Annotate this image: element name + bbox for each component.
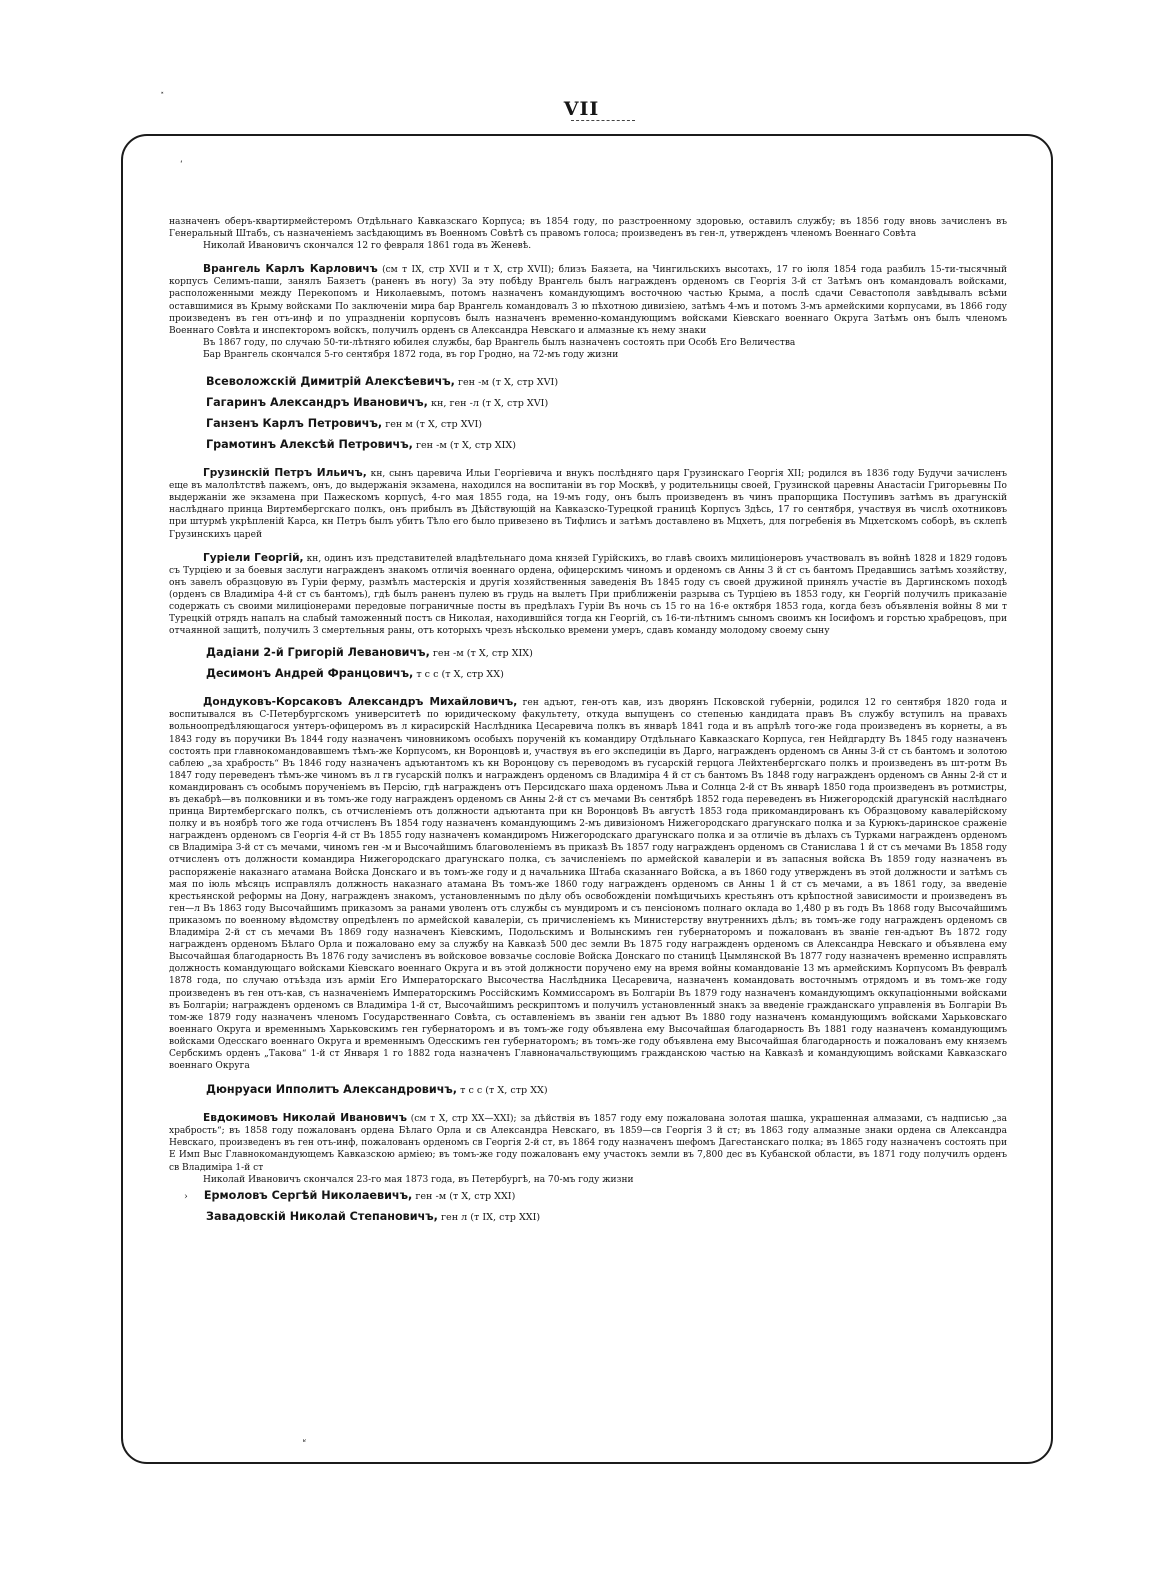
entry-ref: ген -м (т X, стр XIX) [432,648,533,660]
entry-name: Дондуковъ-Корсаковъ Александръ Михайловичъ, [203,696,518,709]
entry-name: Грамотинъ Алексѣй Петровичъ, [206,438,413,452]
entry-name: Ермоловъ Сергѣй Николаевичъ, [203,1188,413,1202]
entry-ref: ген -м (т X, стр XIX) [415,440,516,452]
entry-name: Гуріели Георгій, [203,551,304,564]
page-number-underline [571,120,635,121]
short-entry [184,1186,1007,1207]
short-entry [206,414,1007,435]
entry-closing: Николай Ивановичъ скончался 23-го мая 1873 года, въ Петербургѣ, на 70-мъ году жизни [203,1174,634,1185]
entry-dondukov [169,696,1007,1072]
document-body [169,216,1007,1228]
short-entry [206,435,1007,456]
entry-ref: т с с (т X, стр XX) [460,1085,548,1097]
stray-mark: › [184,1190,188,1202]
entry-gurieli [169,552,1007,638]
entry-closing: Николай Ивановичъ скончался 12 го февраля 1861 года въ Женевѣ. [203,241,532,252]
stray-mark: ʶ [303,1438,307,1448]
entry-ref: ген м (т X, стр XVI) [385,419,483,431]
entry-text: (см т IX, стр XVII и т X, стр XVII); близъ Баязета, на Чингильскихъ высотахъ, 17 го іюля 1854 года разбилъ 15-ти-тысячный корпусъ Селимъ-паши, занялъ Баязетъ (раненъ въ ногу) За эту побѣду Врангель былъ награжденъ орденомъ св Георгія 3-й ст Затѣмъ онъ командовалъ войсками, расположенными между Перекопомъ и Николаевымъ, потомъ назначенъ командующимъ восточною частью Крыма, а послѣ сдачи Севастополя завѣдывалъ всѣми оставшимися въ Крыму войсками По заключеніи мира бар Врангель командовалъ 3 ю пѣхотною дивизіею, затѣмъ 4-мъ и потомъ 3-мъ армейскими корпусами, въ 1866 году произведенъ въ ген отъ-инф и по упраздненіи корпусовъ былъ назначенъ временно-командующимъ войсками Кіевскаго военнаго Округа Затѣмъ онъ былъ членомъ Военнаго Совѣта и инспекторомъ войскъ, получилъ орденъ св Александра Невскаго и алмазные къ нему знаки [169,265,1007,336]
entry-name: Дадіани 2-й Григорій Левановичъ, [206,646,430,660]
short-entry [206,643,1007,664]
entry-name: Всеволожскій Димитрій Алексѣевичъ, [206,375,455,389]
entry-name: Гагаринъ Александръ Ивановичъ, [206,396,428,410]
short-entry [206,664,1007,685]
entry-text: ген адъют, ген-отъ кав, изъ дворянъ Псковской губерніи, родился 12 го сентября 1820 года и воспитывался въ С-Петербургскомъ университетѣ по юридическому факультету, откуда выпущенъ со степенью кандидата правъ Въ службу вступилъ на правахъ вольноопредѣляющагося унтеръ-офицеромъ въ л кирасирскій Наслѣдника Цесаревича полкъ въ январѣ 1841 года и въ апрѣлѣ того-же года произведенъ въ корнеты, а въ 1843 году въ поручики Въ 1844 году назначенъ чиновникомъ особыхъ порученій къ командиру Отдѣльнаго Кавказскаго Корпуса, ген Нейдгардту Въ 1845 году назначенъ состоять при главнокомандовавшемъ тѣмъ-же Корпусомъ, кн Воронцовѣ и, участвуя въ его экспедиціи въ Дарго, награжденъ орденомъ св Анны 3-й ст съ бантомъ и золотою саблею „за храбрость“ Въ 1846 году назначенъ адъютантомъ къ кн Воронцову съ переводомъ въ гусарскій герцога Лейхтенбергскаго полкъ и произведенъ въ шт-ротм Въ 1847 году переведенъ тѣмъ-же чиномъ въ л гв гусарскій полкъ и награжденъ орденомъ св Владиміра 4 й ст съ бантомъ Въ 1848 году награжденъ орденомъ св Анны 2-й ст и командированъ съ особымъ порученіемъ въ Персію, гдѣ награжденъ отъ Персидскаго шаха орденомъ Льва и Солнца 2-й ст Въ январѣ 1850 года произведенъ въ ротмистры, въ декабрѣ—въ полковники и въ томъ-же году награжденъ орденомъ св Анны 2-й ст съ мечами Въ сентябрѣ 1852 года переведенъ въ Нижегородскій драгунскій наслѣднаго принца Виртембергскаго полкъ, съ отчисленіемъ отъ должности адъютанта при кн Воронцовѣ Въ августѣ 1853 года прикомандированъ къ Образцовому кавалерійскому полку и въ ноябрѣ того же года отчисленъ Въ 1854 году назначенъ командующимъ 2-мъ дивизіономъ Нижегородскаго драгунскаго полка и за Курюкъ-даринское сраженіе награжденъ орденомъ св Георгія 4-й ст Въ 1855 году назначенъ командиромъ Нижегородскаго драгунскаго полка и за отличіе въ дѣлахъ съ Турками награжденъ орденомъ св Владиміра 3-й ст съ мечами, чиномъ ген -м и Высочайшимъ благоволеніемъ въ приказѣ Въ 1857 году награжденъ орденомъ св Станислава 1 й ст съ мечами Въ 1858 году отчисленъ отъ должности командира Нижегородскаго драгунскаго полка, съ зачисленіемъ по армейской кавалеріи и въ запасныя войска Въ 1859 году назначенъ въ распоряженіе наказнаго атамана Войска Донскаго и въ томъ-же году и д начальника Штаба сказаннаго Войска, а въ 1860 году утвержденъ въ этой должности и затѣмъ съ мая по іюль мѣсяцъ исправлялъ должность наказнаго атамана Въ томъ-же 1860 году награжденъ орденомъ св Анны 1 й ст съ мечами, а въ 1861 году, за введеніе крестьянской реформы на Дону, награжденъ знакомъ, установленнымъ по дѣлу объ освобожденіи помѣщичьихъ крестьянъ отъ крѣпостной зависимости и произведенъ въ ген—л Въ 1863 году Высочайшимъ приказомъ за ранами уволенъ отъ службы съ мундиромъ и съ пенсіономъ полнаго оклада во 1,480 р въ годъ Въ 1868 году Высочайшимъ приказомъ по военному вѣдомству опредѣленъ по армейской кавалеріи, съ причисленіемъ къ Министерству внутреннихъ дѣлъ; въ томъ-же году награжденъ орденомъ св Владиміра 2-й ст съ мечами Въ 1869 году назначенъ Кіевскимъ, Подольскимъ и Волынскимъ ген губернаторомъ и пожалованъ въ званіе ген-адъют Въ 1872 году награжденъ орденомъ Бѣлаго Орла и пожаловано ему за службу на Кавказѣ 500 дес земли Въ 1875 году награжденъ орденомъ св Александра Невскаго и объявлена ему Высочайшая благодарность Въ 1876 году зачисленъ въ войсковое вовзачье сословіе Войска Донскаго по станицѣ Цымлянской Въ 1877 году назначенъ временно исправлять должность командующаго войсками Кіевскаго военнаго Округа и въ этой должности поручено ему на время войны командованіе 13 мъ армейскимъ Корпусомъ Въ февралѣ 1878 года, по случаю отъѣзда изъ арміи Его Императорскаго Высочества Наслѣдника Цесаревича, назначенъ командовать восточнымъ отрядомъ и въ томъ-же году произведенъ въ ген отъ-кав, съ назначеніемъ Императорскимъ Россійскимъ Коммиссаромъ въ Болгаріи Въ 1879 году назначенъ командующимъ оккупаціонными войсками въ Болгаріи; награжденъ орденомъ св Владиміра 1-й ст, Высочайшимъ рескриптомъ и получилъ установленный знакъ за введеніе гражданскаго управленія въ Болгаріи Въ том-же 1879 году назначенъ членомъ Государственнаго Совѣта, съ оставленіемъ въ званіи ген адъют Въ 1880 году назначенъ командующимъ войсками Харьковскаго военнаго Округа и временнымъ Харьковскимъ ген губернаторомъ и въ томъ-же году объявлена ему Высочайшая благодарность Въ 1881 году назначенъ командующимъ войсками Одесскаго военнаго Округа и временнымъ Одесскимъ ген губернаторомъ; въ томъ-же году объявлена ему Высочайшая благодарность и пожалованъ ему княземъ Сербскимъ орденъ „Такова“ 1-й ст Января 1 го 1882 года назначенъ Главноначальствующимъ гражданскою частью на Кавказѣ и командующимъ войсками Кавказскаго военнаго Округа [169,698,1007,1072]
short-entry [206,1207,1007,1228]
page-number: VII [563,98,600,120]
stray-mark: ˟ [160,92,165,102]
entry-ref: ген л (т IX, стр XXI) [440,1211,541,1223]
short-entry [206,372,1007,393]
entry-name: Дюнруаси Ипполитъ Александровичъ, [206,1083,458,1097]
entry-closing: Бар Врангель скончался 5-го сентября 1872 года, въ гор Гродно, на 72-мъ году жизни [203,349,619,360]
entry-name: Ганзенъ Карлъ Петровичъ, [206,417,383,431]
entry-ref: ген -м (т X, стр XXI) [415,1190,516,1202]
entry-wrangel [169,263,1007,337]
entry-name: Завадовскій Николай Степановичъ, [206,1209,438,1223]
stray-mark: ʻ [180,160,183,170]
entry-name: Десимонъ Андрей Францовичъ, [206,667,414,681]
entry-name: Евдокимовъ Николай Ивановичъ [203,1112,407,1125]
entry-ref: кн, ген -л (т X, стр XVI) [430,398,549,410]
entry-name: Врангель Карлъ Карловичъ [203,263,378,276]
entry-evdokimov [169,1112,1007,1173]
entry-closing: Въ 1867 году, по случаю 50-ти-лѣтняго юбилея службы, бар Врангель былъ назначенъ состоять при Особѣ Его Величества [203,337,796,348]
entry-text: кн, сынъ царевича Ильи Георгіевича и внукъ послѣдняго царя Грузинскаго Георгія XII; родился въ 1836 году Будучи зачисленъ еще въ малолѣтствѣ пажемъ, онъ, до выдержанія экзамена, находился на воспитаніи въ гор Москвѣ, у родительницы своей, Грузинской царевны Анастасіи Григорьевны По выдержаніи же экзамена при Пажескомъ корпусѣ, 4-го мая 1855 года, на 19-мъ году, онъ былъ произведенъ въ чинъ прапорщика Поступивъ затѣмъ въ драгунскій наслѣднаго принца Виртембергскаго полкъ, онъ прибылъ въ Дѣйствующій на Кавказско-Турецкой границѣ Корпусъ Здѣсь, 17 го сентября, участвуя въ числѣ охотниковъ при штурмѣ укрѣпленій Карса, кн Петръ былъ убитъ Тѣло его было привезено въ Тифлисъ и затѣмъ доставлено въ Мцхетъ, для погребенія въ Мцхетскомъ соборѣ, въ склепѣ Грузинскихъ царей [169,469,1007,540]
short-entry [206,1080,1007,1101]
entry-ref: ген -м (т X, стр XVI) [457,377,559,389]
entry-gruzinsky [169,467,1007,541]
short-entry [206,393,1007,414]
entry-ref: т с с (т X, стр XX) [416,669,504,681]
entry-text: кн, одинъ изъ представителей владѣтельнаго дома князей Гурійскихъ, во главѣ своихъ милиціонеровъ участвовалъ въ войнѣ 1828 и 1829 годовъ съ Турціею и за боевыя заслуги награжденъ знакомъ отличія военнаго ордена, офицерскимъ чиномъ и орденомъ св Анны 3 й ст съ бантомъ Предавшись затѣмъ хозяйству, онъ завелъ образцовую въ Гуріи ферму, размѣлъ мастерскія и другія хозяйственныя заведенія Въ 1845 году съ своей дружиной принялъ участіе въ Даргинскомъ походѣ (орденъ св Владиміра 4-й ст съ бантомъ), гдѣ былъ раненъ пулею въ грудь на вылетъ При приближеніи разрыва съ Турціею въ 1853 году, кн Георгій получилъ приказаніе содержать съ своими милиціонерами передовые пограничные посты въ предѣлахъ Гуріи Въ ночь съ 15 го на 16-е октября 1853 года, когда безъ объявленія войны 8 ми т Турецкій отрядъ напалъ на слабый таможенный постъ св Николая, находившійся тогда кн Георгій, съ 16-ти-лѣтнимъ сыномъ своимъ кн Іосифомъ и горстью храбрецовъ, при отчаянной защитѣ, получилъ 3 смертельныя раны, отъ которыхъ чрезъ нѣсколько времени умеръ, сдавъ команду молодому своему сыну [169,553,1007,637]
entry-text: назначенъ оберъ-квартирмейстеромъ Отдѣльнаго Кавказскаго Корпуса; въ 1854 году, по разстроенному здоровью, оставилъ службу; въ 1856 году вновь зачисленъ въ Генеральный Штабъ, съ назначеніемъ засѣдающимъ въ Военномъ Совѣтѣ съ правомъ голоса; произведенъ въ ген-л, утвержденъ членомъ Военнаго Совѣта [169,217,1007,240]
entry-text: (см т X, стр XX—XXI); за дѣйствія въ 1857 году ему пожалована золотая шашка, украшенная алмазами, съ надписью „за храбрость“; въ 1858 году пожалованъ ордена Бѣлаго Орла и св Александра Невскаго, въ 1859—св Георгія 3 й ст; въ 1863 году алмазные знаки ордена св Александра Невскаго, произведенъ въ ген отъ-инф, пожалованъ орденомъ св Георгія 2-й ст, въ 1864 году назначенъ шефомъ Дагестанскаго полка; въ 1865 году назначенъ состоять при Е Имп Выс Главнокомандующемъ Кавказскою арміею; въ томъ-же году пожалованъ ему участокъ земли въ 7,800 дес въ Кубанской области, въ 1871 году получилъ орденъ св Владиміра 1-й ст [169,1114,1007,1173]
entry-name: Грузинскій Петръ Ильичъ, [203,467,367,480]
